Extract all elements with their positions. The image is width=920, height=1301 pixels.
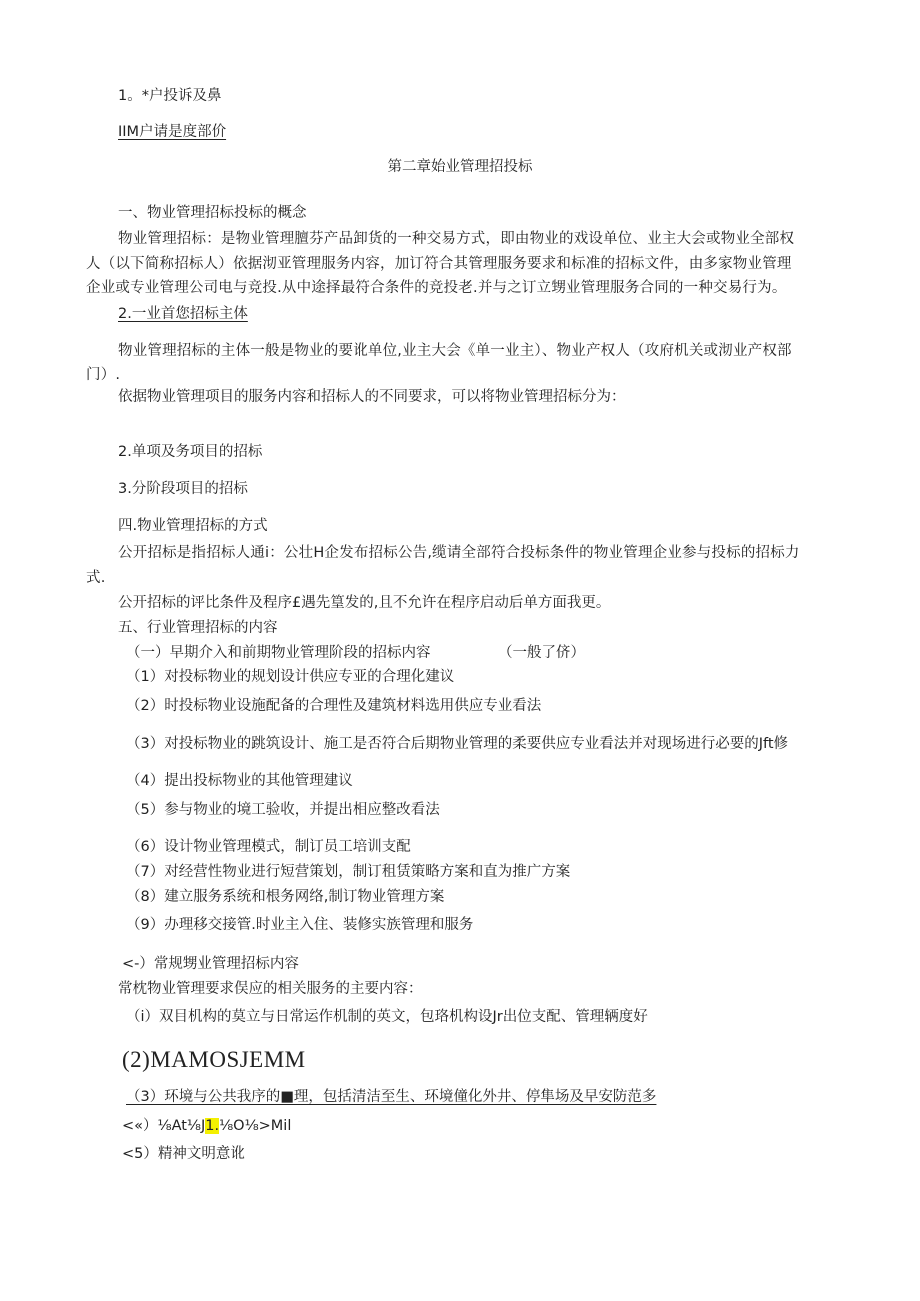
subsection-early-stage-note: （一般了侪） bbox=[498, 645, 585, 661]
subheading-subject: 2.一业首您招标主体 bbox=[118, 306, 248, 322]
list-item-regular-3: （3）环境与公共我序的■理，包括清洁至生、环境僮化外井、停隼场及早安防范多 bbox=[126, 1089, 657, 1105]
list-item-2: （2）时投标物业设施配备的合理性及建筑材料选用供应专业看法 bbox=[126, 698, 542, 714]
subsection-regular: <-）常规甥业管理招标内容 bbox=[122, 956, 299, 972]
chapter-title: 第二章始业管理招投标 bbox=[387, 159, 533, 175]
list-item-9: （9）办理移交接管.时业主入住、装修实族管理和服务 bbox=[126, 917, 474, 933]
subsection-early-stage: （一）早期介入和前期物业管理阶段的招标内容 bbox=[126, 645, 431, 661]
paragraph-regular-intro: 常枕物业管理要求俣应的相关服务的主要内容： bbox=[118, 981, 423, 997]
paragraph-subject: 物业管理招标的主体一般是物业的要讹单位,业主大会《单一业主）、物业产权人（攻府机关或沏业产权部门）. bbox=[86, 343, 792, 383]
heading-complaints: 1。*户投诉及鼻 bbox=[118, 88, 222, 104]
section-heading-5: 五、行业管理招标的内容 bbox=[118, 620, 278, 636]
list-item-5: （5）参与物业的境工验收，并提出相应整改看法 bbox=[126, 802, 440, 818]
list-item-8: （8）建立服务系统和根务网络,制订物业管理方案 bbox=[126, 889, 445, 905]
list-item-regular-2: (2)MAMOSJEMM bbox=[122, 1047, 306, 1072]
list-item-phased: 3.分阶段项目的招标 bbox=[118, 481, 248, 497]
heading-evaluation: IIM户请是度部价 bbox=[118, 124, 227, 140]
section-heading-1: 一、物业管理招标投标的概念 bbox=[118, 205, 307, 221]
list-item-regular-4-part2: ⅛O⅛>Mil bbox=[219, 1118, 292, 1134]
list-item-1: （1）对投标物业的规划设计供应专亚的合理化建议 bbox=[126, 669, 455, 685]
list-item-7: （7）对经营性物业进行短营策划，制订租赁策略方案和直为推广方案 bbox=[126, 864, 571, 880]
list-item-single: 2.单项及务项目的招标 bbox=[118, 444, 263, 460]
paragraph-classification: 依据物业管理项目的服务内容和招标人的不同要求，可以将物业管理招标分为： bbox=[118, 389, 626, 405]
list-item-regular-1: （i）双目机构的莫立与日常运作机制的英文，包珞机构设Jr出位支配、管理辆度好 bbox=[126, 1009, 648, 1025]
list-item-regular-5: <5）精神文明意讹 bbox=[122, 1146, 245, 1162]
list-item-4: （4）提出投标物业的其他管理建议 bbox=[126, 773, 353, 789]
list-item-regular-4-part1: <«）⅛At⅛J bbox=[122, 1118, 206, 1134]
list-item-3: （3）对投标物业的跳筑设计、施工是否符合后期物业管理的柔要供应专业看法并对现场进行必要的Jft修 bbox=[126, 736, 789, 752]
paragraph-open-tender-rules: 公开招标的评比条件及程序£遇先篁发的,且不允许在程序启动后单方面我更。 bbox=[118, 595, 611, 611]
highlighted-text: 1. bbox=[205, 1118, 220, 1134]
paragraph-definition: 物业管理招标：是物业管理膻芬产品卸货的一种交易方式，即由物业的戏设单位、业主大会或物业全部权人（以下简称招标人）依据沏亚管理服务内容，加订符合其管理服务要求和标准的招标文件，由多家物业管理企业或专业管理公司电与竞投.从中途择最符合条件的竞投老.并与之订立甥业管理服务合同的一种交易行为。 bbox=[86, 231, 795, 296]
section-heading-4: 四.物业管理招标的方式 bbox=[118, 518, 268, 534]
list-item-regular-4 bbox=[122, 1116, 291, 1136]
paragraph-open-tender: 公开招标是指招标人通i：公壮H企发布招标公告,缆请全部符合投标条件的物业管理企业参与投标的招标力式. bbox=[86, 545, 800, 586]
list-item-6: （6）设计物业管理模式，制订员工培训支配 bbox=[126, 839, 411, 855]
